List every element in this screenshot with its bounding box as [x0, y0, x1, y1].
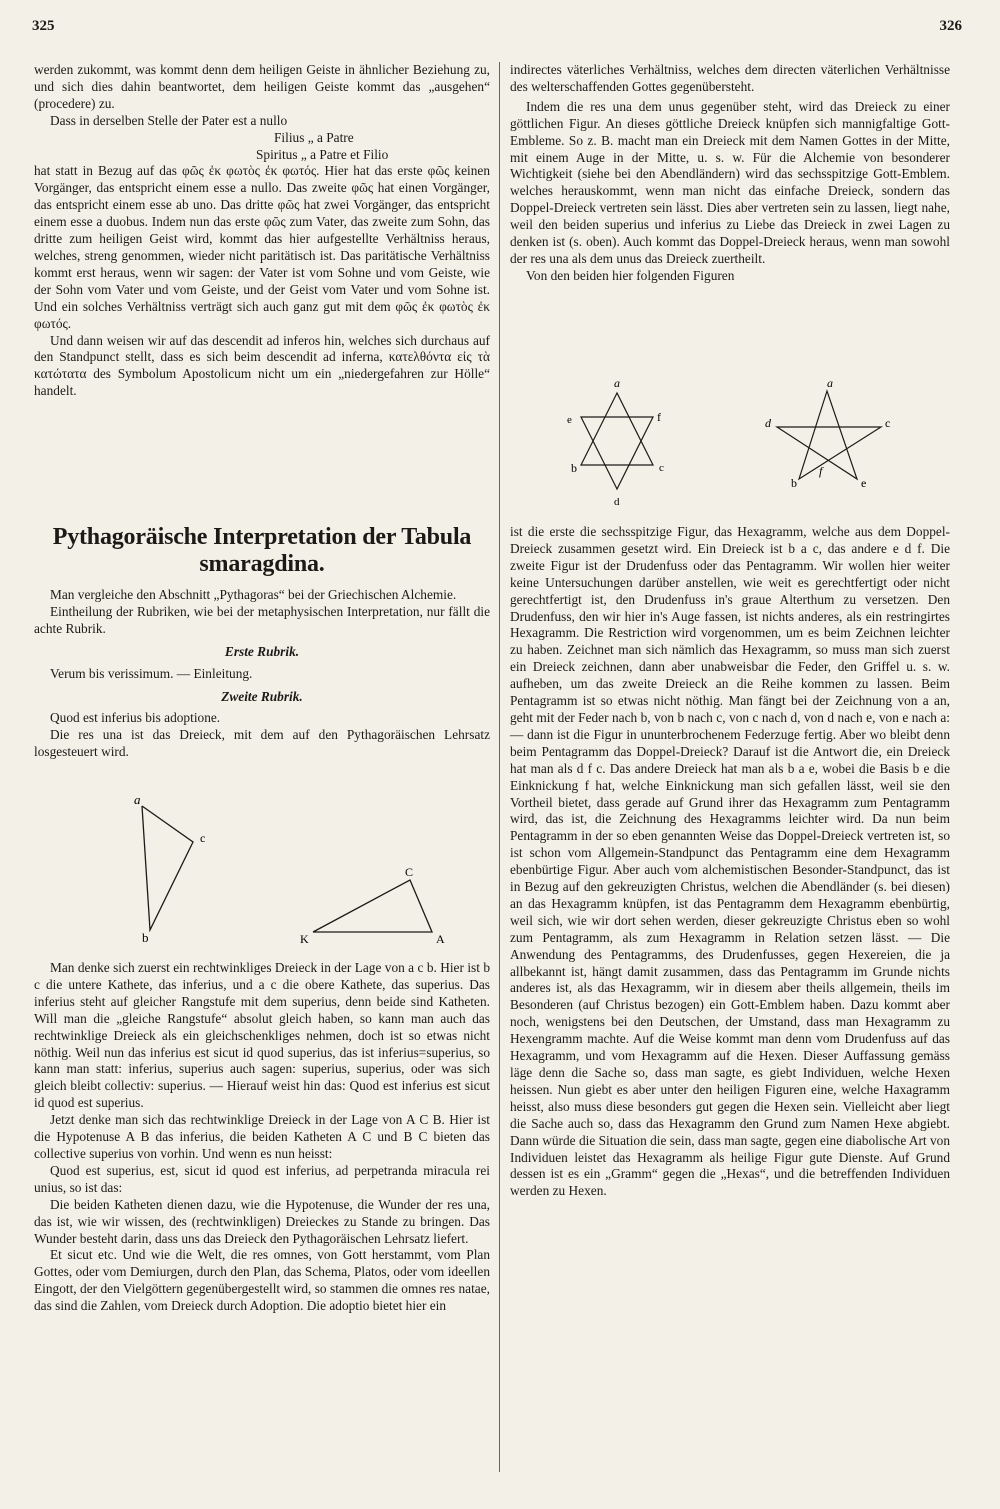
section-heading-block: [34, 524, 490, 578]
vertex-label: b: [142, 930, 149, 945]
vertex-label: K: [300, 932, 309, 946]
vertex-label: C: [405, 865, 414, 879]
vertex-label: e: [861, 476, 867, 490]
left-column-bottom: [34, 960, 490, 1315]
paragraph: Von den beiden hier folgenden Figuren: [526, 267, 735, 283]
paragraph: Quod est inferius bis adoptione.: [50, 710, 221, 726]
paragraph: Die beiden Katheten dienen dazu, wie die Hypotenuse, die Wunder der res una, das ist, wie wir wissen, des (rechtwinkligen) Dreieckes zu Stande zu bringen. Das Wunder besteht darin, dass uns das Dreieck den Pythagoräischen Lehrsatz liefert.: [34, 1196, 490, 1246]
star-figures: [555, 375, 915, 515]
vertex-label: A: [436, 932, 445, 946]
vertex-label: c: [659, 462, 664, 474]
right-column-bottom: [510, 524, 950, 1200]
paragraph: Jetzt denke man sich das rechtwinklige Dreieck in der Lage von A C B. Hier ist die Hypotenuse A B das inferius, die beiden Katheten A C und B C bieten das collective superius von vorhin. Und wenn es nun heisst:: [34, 1112, 490, 1161]
vertex-label: d: [765, 416, 771, 430]
rubric-title: Erste Rubrik.: [224, 643, 300, 659]
paragraph: Verum bis verissimum. — Einleitung.: [50, 665, 253, 681]
paragraph: ist die erste die sechsspitzige Figur, das Hexagramm, welche aus dem Doppel-Dreieck zusammen gesetzt wird. Ein Dreieck ist b a c, das andere e d f. Die zweite Figur ist der Drudenfuss oder das Pentagramm. Wir wollen hier weiter keine Untersuchungen darüber anstellen, wie weit es gerechtfertigt oder nicht gerechtfertigt ist, den Drudenfuss in's graue Alterthum zu versetzen. Den Drudenfuss, den wir hier in's Auge fassen, ist nichts anderes, als ein restringirtes Hexagramm. Die Restriction wird vorgenommen, um es beim Zeichnen leichter zu haben. Zeichnet man sich nämlich das Hexagramm, so muss man sich zuerst ein Dreieck zeichnen, dann aber unabweisbar die Feder, den Griffel u. s. w. aufheben, um das zweite Dreieck an die Reihe kommen zu lassen. Beim Pentagramm ist so etwas nicht nöthig. Man fängt bei der Zeichnung von a an, geht mit der Feder nach b, von b nach c, von c nach d, von d nach e, von e nach a: — dann ist die Figur in ununterbrochenem Federzuge fertig. Aber wo bleibt denn beim Pentagramm das Doppel-Dreieck? Darauf ist die Antwort die, ein Dreieck hat man als d f c. Das andere Dreieck hat man als b a e, wobei die Basis b e die Einknickung f hat, welche Einknickung man sich gefallen lässt, weil sie den Vortheil bietet, dass gerade auf Grund ihrer das Hexagramm zum Pentagramm wird, das ist, die Zeichnung des Hexagramms leichter wird. Da nun beim Pentagramm in der so eben genannten Weise das Doppel-Dreieck vertreten ist, so ist schon vom Allgemein-Standpunct das Pentagramm eine dem Hexagramm ebenbürtige Figur. Aber auch vom alchemistischen Besonder-Standpunct, das ist in Bezug auf den gekreuzigten Christus, welchen die Abendländer (s. bei diesen) an das Hexagramm knüpfen, ist das Pentagramm dem Hexagramm ebenbürtig, weil sich, wie wir dort sehen werden, dieser gekreuzigte Christus eben so wohl zum Pentagramm, als zum Hexagramm in Relation setzen lässt. — Die Anwendung des Pentagramms, des Drudenfusses, gegen Hexereien, die ja allbekannt ist, hängt damit zusammen, dass das Pentagramm im Grunde nichts anderes ist, als das Hexagramm, wir in diesem aber theils allgemein, theils im Besonderen (auf Christus bezogen) ein Gott-Emblem haben. Dazu kommt aber noch, wenigstens bei den Deutschen, der Umstand, dass man Hexagramm zu Hexengramm machte. Auf die Weise kommt man denn vom Drudenfuss auf das Hexagramm, und vom Hexagramm auf die Hexen. Dieser Auffassung gemäss läge denn die Sache so, dass man sagte, es giebt Individuen, welche Hexen heissen. Nun giebt es aber unter den heiligen Figuren eine, welche Haxagramm heisst, also muss diese besonders gut gegen die Hexen sein. Vielleicht aber liegt die Sache auch so, dass das Hexagramm den Grund zum Namen Hexe abgiebt. Dann würde die Situation die sein, dass man sagte, gegen eine diabolische Art von Individuen leistet das Hexagramm als heilige Figur gute Dienste. Auf Grund dessen ist es ein „Gramm“ gegen die „Hexas“, und die betreffenden Individuen werden zu Hexen.: [510, 524, 950, 1199]
paragraph: Und dann weisen wir auf das descendit ad inferos hin, welches sich durchaus auf den Standpunct stellt, dass es sich beim descendit ad inferna, κατελθόντα εἰς τὰ κατώτατα des Symbolum Apostolicum nicht um ein „niedergefahren zur Hölle“ handelt.: [34, 332, 490, 399]
vertex-label: a: [134, 792, 141, 807]
vertex-label: a: [827, 376, 833, 390]
page-number-left: 325: [32, 18, 55, 34]
formula-line: Spiritus „ a Patre et Filio: [256, 146, 389, 162]
paragraph: hat statt in Bezug auf das φῶς ἐκ φωτὸς ἐκ φωτός. Hier hat das erste φῶς keinen Vorgänger, das entspricht einem esse a nullo. Das zweite φῶς hat einen Vorgänger, das entspricht einem esse ab uno. Das dritte φῶς hat zwei Vorgänger, das entspricht einem esse a duobus. Indem nun das erste φῶς zum Vater, das zweite zum Sohn, das dritte zum heiligen Geist wird, kommt das hier aufgestellte Verhältniss heraus, welches, streng genommen, wieder nicht paritätisch ist. Das paritätische Verhältniss kommt erst heraus, wenn wir sagen: der Vater ist vom Sohne und vom Geiste, wie der Sohn vom Vater und vom Geiste, und der Geist vom Vater und vom Sohne ist. Und ein solches Verhältniss verträgt sich auch ganz gut mit dem φῶς ἐκ φωτὸς ἐκ φωτός.: [34, 163, 490, 331]
left-column-middle: [34, 587, 490, 761]
vertex-label: c: [885, 416, 891, 430]
paragraph: Man vergleiche den Abschnitt „Pythagoras“ bei der Griechischen Alchemie.: [50, 587, 457, 602]
paragraph: Eintheilung der Rubriken, wie bei der metaphysischen Interpretation, nur fällt die achte Rubrik.: [34, 603, 490, 636]
vertex-label: a: [614, 376, 620, 390]
vertex-label: c: [200, 831, 206, 845]
right-triangle-figures: [120, 790, 460, 950]
right-column-top: [510, 62, 950, 285]
section-heading: Pythagoräische Interpretation der Tabula smaragdina.: [52, 524, 472, 577]
vertex-label: e: [567, 414, 572, 426]
paragraph: indirectes väterliches Verhältniss, welches dem directen väterlichen Verhältnisse des welterschaffenden Gottes gegenübersteht.: [510, 62, 950, 94]
vertex-label: f: [819, 464, 823, 478]
left-column-top: [34, 62, 490, 400]
vertex-label: b: [571, 461, 577, 475]
vertex-label: d: [614, 496, 620, 508]
column-divider: [499, 62, 500, 1472]
vertex-label: b: [791, 476, 797, 490]
paragraph: Et sicut etc. Und wie die Welt, die res omnes, von Gott herstammt, vom Plan Gottes, oder vom Demiurgen, durch den Plan, das Schema, Platos, oder vom ideellen Eingott, der den Vielgöttern gegenübergestellt wird, so stammen die omnes res natae, das sind die Zahlen, vom Dreieck durch Adoption. Die adoptio bietet hier ein: [34, 1247, 490, 1314]
triangle-acb: [134, 792, 205, 945]
paragraph: Quod est superius, est, sicut id quod est inferius, ad perpetranda miracula rei unius, so ist das:: [34, 1162, 490, 1195]
rubric-title: Zweite Rubrik.: [221, 688, 303, 704]
vertex-label: f: [657, 410, 661, 424]
paragraph: Man denke sich zuerst ein rechtwinkliges Dreieck in der Lage von a c b. Hier ist b c die untere Kathete, das inferius, und a c die obere Kathete, das superius. Das inferius steht auf gleicher Rangstufe mit dem superius, denn beide sind Katheten. Will man die „gleiche Rangstufe“ absolut gleich haben, so kann man auch das rechtwinklige Dreieck als ein gleichschenkliges nehmen, doch ist so etwas nicht nöthig. Weil nun das inferius est sicut id quod superius, das ist inferius=superius, so kann man statt: inferius, superius auch sagen: superius, superius, oder was sich gleich bleibt collectiv: superius. — Hierauf weist hin das: Quod est inferius est sicut id quod est superius.: [34, 960, 490, 1111]
paragraph: Indem die res una dem unus gegenüber steht, wird das Dreieck zu einer göttlichen Figur. An dieses göttliche Dreieck knüpfen sich mannigfaltige Gott-Embleme. So z. B. macht man ein Dreieck mit dem Namen Gottes in der Mitte, mit einem Auge in der Mitte, u. s. w. Für die Alchemie von besonderer Wichtigkeit (siehe bei den Abendländern) wird das sechsspitzige Gott-Emblem. welches herauskommt, wenn man nicht das einfache Dreieck, sondern das Doppel-Dreieck vertreten sein lässt. Dies aber vertreten sein zu lassen, liegt nahe, weil den beiden superius und inferius zu Liebe das Dreieck in zwei Lagen zu denken ist (s. oben). Auch kommt das Doppel-Dreieck heraus, wenn man sowohl der res una als dem unus das Dreieck zuertheilt.: [510, 98, 950, 266]
paragraph: werden zukommt, was kommt denn dem heiligen Geiste in ähnlicher Beziehung zu, und sich dies dahin beantwortet, dem heiligen Geiste kommt das „ausgehen“ (procedere) zu.: [34, 62, 490, 111]
pentagram-figure: [765, 376, 890, 490]
paragraph: Die res una ist das Dreieck, mit dem auf den Pythagoräischen Lehrsatz losgesteuert wird.: [34, 727, 490, 760]
paragraph: Dass in derselben Stelle der Pater est a nullo: [50, 112, 288, 128]
hexagram-figure: [567, 376, 664, 508]
page-number-right: 326: [939, 18, 962, 34]
triangle-ACB: [300, 865, 445, 946]
formula-line: Filius „ a Patre: [274, 129, 354, 145]
